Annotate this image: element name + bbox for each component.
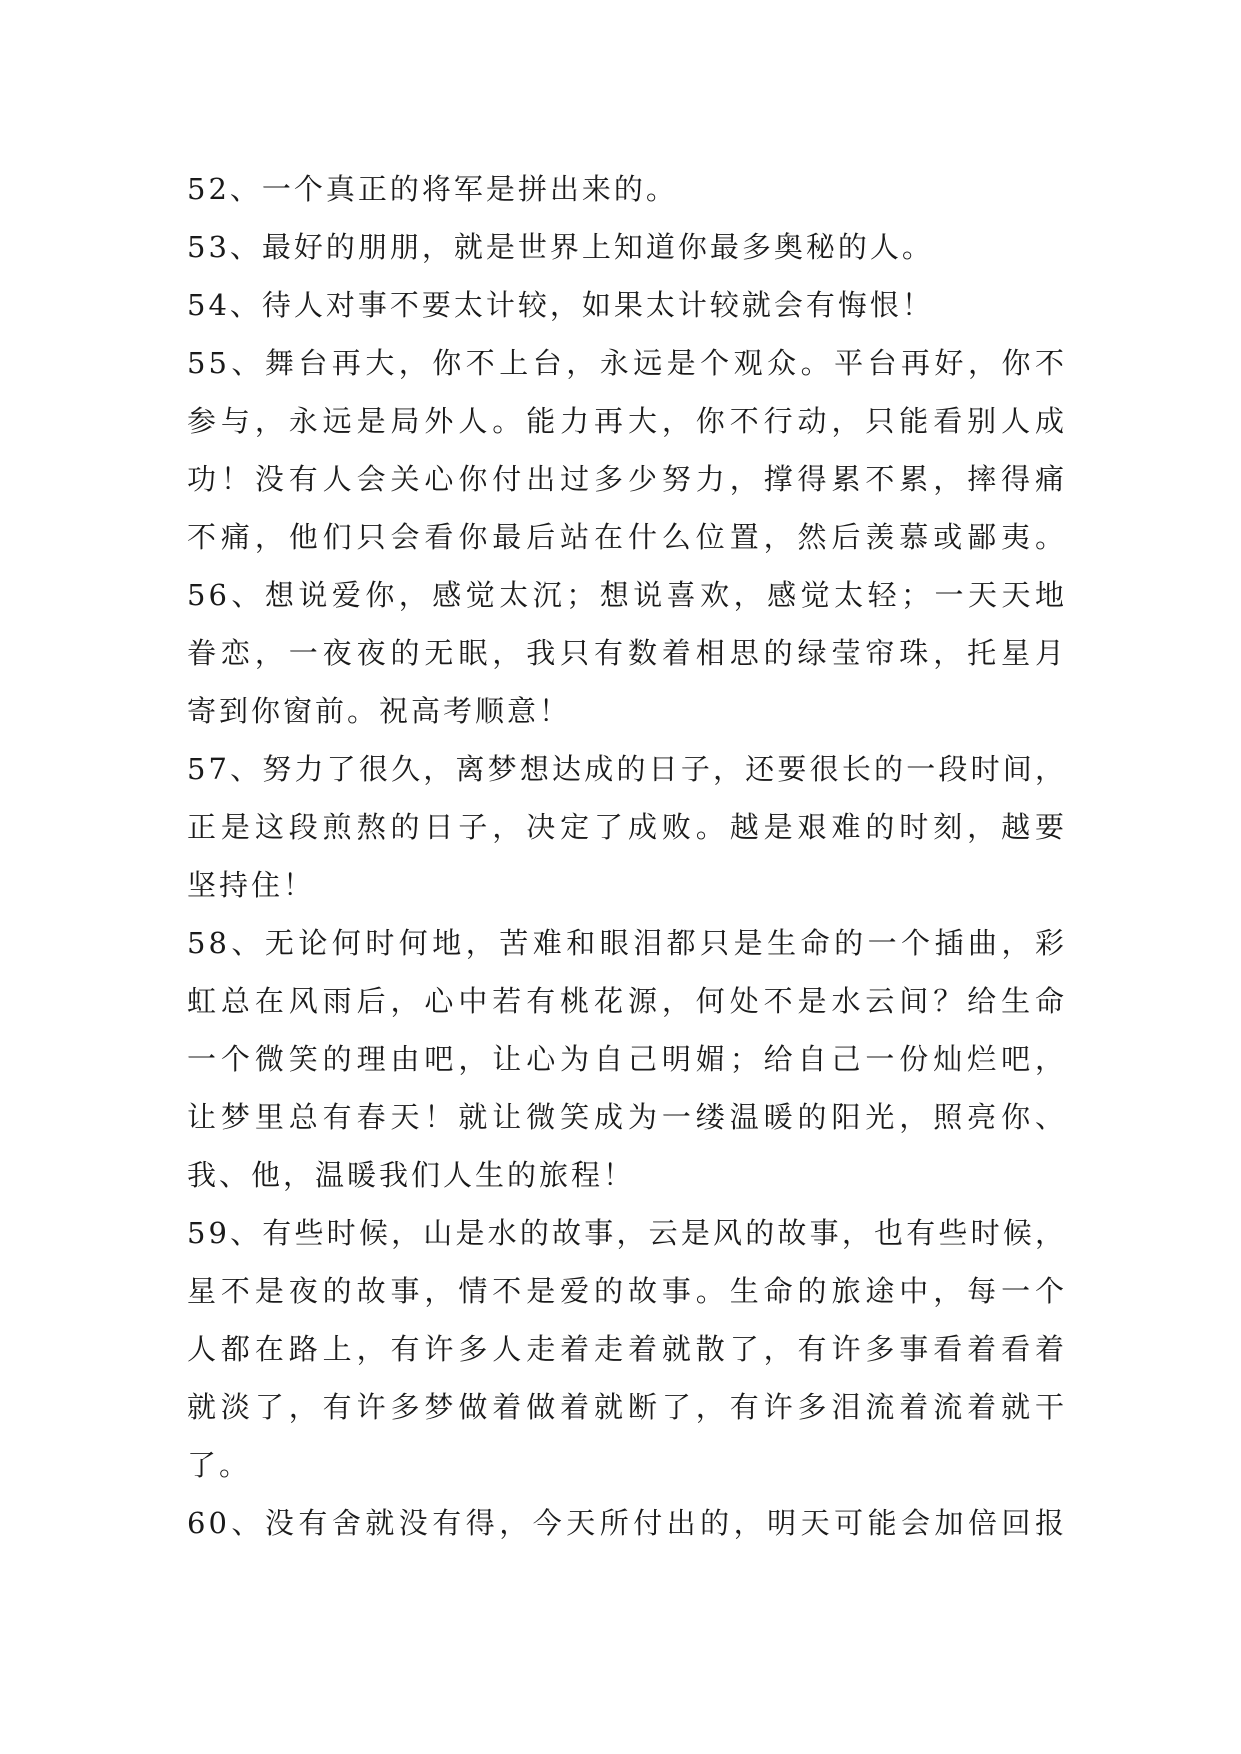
- text-line: 虹总在风雨后，心中若有桃花源，何处不是水云间？给生命: [187, 984, 1067, 1018]
- text-line: 正是这段煎熬的日子，决定了成败。越是艰难的时刻，越要: [187, 810, 1067, 844]
- text-line: 寄到你窗前。祝高考顺意！: [187, 694, 572, 728]
- text-line: 54、待人对事不要太计较，如果太计较就会有悔恨！: [187, 288, 934, 322]
- text-line: 眷恋，一夜夜的无眠，我只有数着相思的绿莹帘珠，托星月: [187, 636, 1067, 670]
- text-line: 58、无论何时何地，苦难和眼泪都只是生命的一个插曲，彩: [187, 926, 1067, 960]
- text-line: 53、最好的朋朋，就是世界上知道你最多奥秘的人。: [187, 230, 934, 264]
- text-line: 60、没有舍就没有得，今天所付出的，明天可能会加倍回报: [187, 1506, 1067, 1540]
- text-line: 参与，永远是局外人。能力再大，你不行动，只能看别人成: [187, 404, 1067, 438]
- document-body: [187, 160, 1067, 1552]
- text-line: 52、一个真正的将军是拼出来的。: [187, 172, 678, 206]
- text-line: 人都在路上，有许多人走着走着就散了，有许多事看着看着: [187, 1332, 1067, 1366]
- text-line: 一个微笑的理由吧，让心为自己明媚；给自己一份灿烂吧，: [187, 1042, 1067, 1076]
- text-line: 不痛，他们只会看你最后站在什么位置，然后羡慕或鄙夷。: [187, 520, 1067, 554]
- text-line: 让梦里总有春天！就让微笑成为一缕温暖的阳光，照亮你、: [187, 1100, 1067, 1134]
- text-line: 功！没有人会关心你付出过多少努力，撑得累不累，摔得痛: [187, 462, 1067, 496]
- text-line: 星不是夜的故事，情不是爱的故事。生命的旅途中，每一个: [187, 1274, 1067, 1308]
- text-line: 56、想说爱你，感觉太沉；想说喜欢，感觉太轻；一天天地: [187, 578, 1067, 612]
- text-line: 坚持住！: [187, 868, 316, 902]
- text-line: 55、舞台再大，你不上台，永远是个观众。平台再好，你不: [187, 346, 1067, 380]
- text-line: 我、他，温暖我们人生的旅程！: [187, 1158, 636, 1192]
- text-line: 59、有些时候，山是水的故事，云是风的故事，也有些时候，: [187, 1216, 1067, 1250]
- text-line: 就淡了，有许多梦做着做着就断了，有许多泪流着流着就干: [187, 1390, 1067, 1424]
- text-line: 了。: [187, 1448, 252, 1482]
- text-line: 57、努力了很久，离梦想达成的日子，还要很长的一段时间，: [187, 752, 1067, 786]
